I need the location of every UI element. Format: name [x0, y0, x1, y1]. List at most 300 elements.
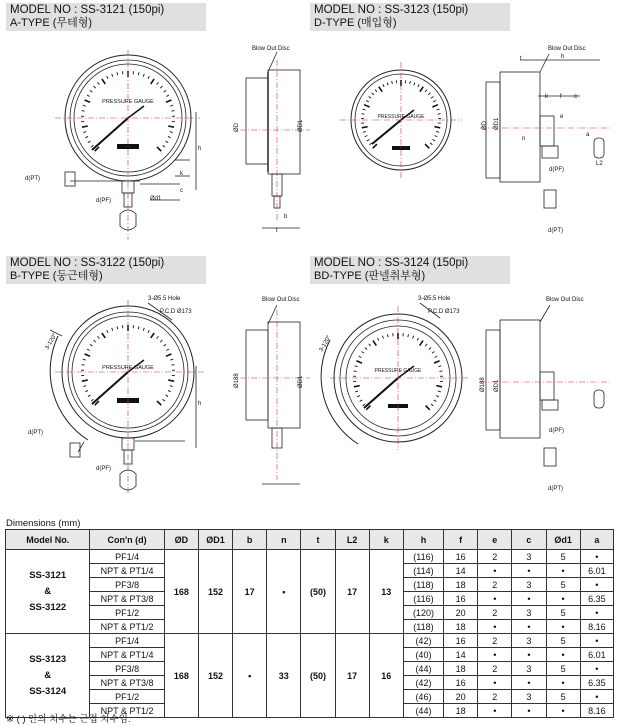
cell-d1: 5 — [546, 578, 580, 592]
dial-tick — [375, 90, 377, 92]
cell-h: (46) — [403, 690, 443, 704]
col-header: ØD1 — [198, 530, 232, 550]
cell-e: • — [478, 648, 512, 662]
dial-tick — [438, 366, 441, 367]
dial-tick — [143, 74, 144, 77]
dial-tick — [357, 396, 360, 397]
cell-d1: • — [546, 620, 580, 634]
cell-d1: • — [546, 676, 580, 690]
dial-tick — [138, 72, 139, 75]
cell-c: 3 — [512, 634, 546, 648]
dim-e: e — [560, 114, 564, 120]
dial-tick — [367, 139, 370, 141]
cell-c: • — [512, 620, 546, 634]
dial-tick — [88, 141, 91, 143]
dial-tick — [418, 84, 419, 87]
col-header: t — [301, 530, 335, 550]
dial-tick — [143, 328, 144, 331]
dial-tick — [160, 86, 162, 88]
cell-b: 17 — [233, 550, 267, 634]
dial-tick — [435, 356, 438, 357]
cell-c: • — [512, 704, 546, 718]
col-header: Model No. — [6, 530, 90, 550]
cell-d1: • — [546, 592, 580, 606]
dial-tick — [148, 76, 149, 79]
dial-tick — [417, 338, 418, 341]
cell-conn: PF3/8 — [90, 578, 164, 592]
dial-tick — [88, 395, 91, 397]
dial-tick — [151, 333, 154, 338]
dim-od1: ØD1 — [494, 379, 500, 392]
gauge-side-d — [480, 54, 612, 208]
dial-tick — [373, 341, 376, 346]
cell-f: 16 — [444, 550, 478, 564]
dial-tick — [355, 366, 358, 367]
label-d-pt: d(PT) — [548, 486, 563, 492]
cell-conn: PF1/4 — [90, 550, 164, 564]
dial-tick — [373, 144, 377, 148]
label-d-pt: d(PT) — [548, 228, 563, 234]
cell-L2: 17 — [335, 634, 369, 718]
dial-tick — [431, 96, 433, 98]
dim-k: k — [180, 171, 183, 177]
label-pcd: P.C.D Ø173 — [160, 309, 192, 315]
cell-k: 16 — [369, 634, 403, 718]
model-type: BD-TYPE (판넬취부형) — [314, 270, 426, 282]
cell-d1: 5 — [546, 662, 580, 676]
table-row — [6, 550, 614, 564]
cell-h: (118) — [403, 620, 443, 634]
cell-e: • — [478, 592, 512, 606]
dial-tick — [410, 81, 411, 84]
gauge-front-a — [55, 50, 200, 240]
model-name: MODEL NO : SS-3124 (150pi) — [314, 257, 469, 269]
dim-t: t — [276, 228, 278, 234]
gauge-face-text: PRESSURE GAUGE — [374, 368, 422, 374]
cell-e: • — [478, 620, 512, 634]
dial-tick — [354, 386, 360, 387]
gauge-side-b — [240, 305, 310, 484]
cell-e: 2 — [478, 578, 512, 592]
dial-tick — [157, 82, 159, 84]
cell-f: 18 — [444, 620, 478, 634]
dial-tick — [117, 326, 118, 329]
cell-conn: NPT & PT1/2 — [90, 704, 164, 718]
cell-f: 20 — [444, 690, 478, 704]
dial-tick — [82, 380, 88, 381]
gauge-front-bd — [318, 303, 470, 450]
dial-tick — [434, 361, 440, 363]
dial-tick — [420, 87, 423, 92]
dial-tick — [87, 95, 90, 96]
dial-tick — [379, 87, 382, 92]
dial-tick — [166, 395, 169, 397]
table-header-row — [6, 530, 614, 550]
dial-tick — [83, 132, 86, 133]
col-header: h — [403, 530, 443, 550]
dial-tick — [82, 126, 88, 127]
dial-tick — [168, 136, 171, 137]
dial-tick — [97, 82, 99, 84]
cell-conn: NPT & PT1/4 — [90, 564, 164, 578]
cell-d1: 5 — [546, 634, 580, 648]
label-d-pt: d(PT) — [28, 430, 43, 436]
dial-tick — [91, 145, 93, 147]
dial-tick — [408, 334, 409, 337]
dial-tick — [160, 340, 162, 342]
dial-tick — [433, 139, 436, 141]
cell-e: 2 — [478, 606, 512, 620]
dim-h: h — [561, 54, 565, 60]
cell-n: 33 — [267, 634, 301, 718]
dim-d1: Ød1 — [150, 196, 162, 202]
col-header: b — [233, 530, 267, 550]
dial-tick — [138, 326, 139, 329]
cell-d1: • — [546, 564, 580, 578]
cell-h: (44) — [403, 704, 443, 718]
model-name: MODEL NO : SS-3123 (150pi) — [314, 4, 469, 16]
dial-tick — [387, 82, 388, 85]
cell-a: 8.16 — [580, 704, 613, 718]
label-d-pf: d(PF) — [549, 428, 564, 434]
dial-tick — [365, 347, 367, 349]
dial-tick — [85, 100, 91, 102]
cell-a: 6.35 — [580, 592, 613, 606]
cell-conn: PF1/2 — [90, 690, 164, 704]
dial-tick — [387, 334, 388, 337]
cell-f: 16 — [444, 676, 478, 690]
cell-e: 2 — [478, 550, 512, 564]
model-name: MODEL NO : SS-3121 (150pi) — [10, 4, 165, 16]
col-header: Ød1 — [546, 530, 580, 550]
cell-a: • — [580, 634, 613, 648]
dial-tick — [392, 81, 393, 84]
dial-tick — [428, 93, 430, 95]
dimensions-table — [5, 529, 614, 718]
dial-tick — [107, 330, 108, 333]
cell-n: • — [267, 550, 301, 634]
cell-d1: • — [546, 648, 580, 662]
label-d-pf: d(PF) — [549, 167, 564, 173]
cell-c: • — [512, 648, 546, 662]
dial-tick — [102, 333, 105, 338]
dial-tick — [425, 90, 427, 92]
cell-h: (44) — [403, 662, 443, 676]
label-pcd: P.C.D Ø173 — [428, 309, 460, 315]
dial-tick — [166, 95, 169, 96]
dial-tick — [362, 352, 364, 354]
cell-a: 6.35 — [580, 676, 613, 690]
cell-conn: NPT & PT1/2 — [90, 620, 164, 634]
dial-tick — [437, 109, 440, 110]
dial-tick — [151, 79, 154, 84]
dial-tick — [112, 74, 113, 77]
model-group-cell — [6, 634, 90, 718]
dial-tick — [426, 406, 430, 410]
cell-a: • — [580, 550, 613, 564]
cell-h: (118) — [403, 578, 443, 592]
dial-tick — [425, 144, 429, 148]
dial-tick — [157, 401, 161, 405]
dial-tick — [436, 386, 442, 387]
dial-tick — [170, 105, 173, 106]
label-angle: 3-120° — [318, 334, 333, 353]
dial-tick — [413, 336, 414, 339]
dial-tick — [163, 399, 165, 401]
cell-conn: PF1/2 — [90, 606, 164, 620]
col-header: f — [444, 530, 478, 550]
cell-e: 2 — [478, 634, 512, 648]
model-name: MODEL NO : SS-3122 (150pi) — [10, 257, 165, 269]
dim-l2: L2 — [596, 161, 603, 167]
dial-tick — [97, 336, 99, 338]
cell-d1: • — [546, 704, 580, 718]
cell-f: 18 — [444, 662, 478, 676]
dial-tick — [432, 352, 434, 354]
dial-tick — [87, 349, 90, 350]
dial-tick — [356, 361, 362, 363]
dial-tick — [112, 328, 113, 331]
gauge-front-b — [50, 300, 205, 495]
cell-d1: 5 — [546, 606, 580, 620]
dim-c: c — [574, 94, 577, 100]
dial-tick — [163, 145, 165, 147]
dial-tick — [359, 356, 362, 357]
dial-tick — [90, 90, 92, 92]
dim-od188: Ø188 — [234, 373, 240, 388]
col-header: c — [512, 530, 546, 550]
cell-h: (40) — [403, 648, 443, 662]
label-blow-out: Blow Out Disc — [546, 297, 584, 303]
dial-tick — [170, 386, 173, 387]
cell-f: 14 — [444, 564, 478, 578]
label-blow-out: Blow Out Disc — [548, 46, 586, 52]
table-footnote: ※ ( ) 안의 치수는 근접 치수임. — [6, 714, 131, 725]
dial-tick — [170, 132, 173, 133]
dial-tick — [363, 404, 365, 406]
dim-od: ØD — [482, 121, 488, 130]
cell-conn: PF1/4 — [90, 634, 164, 648]
dial-tick — [438, 391, 441, 392]
gauge-side-a — [240, 52, 310, 228]
dial-tick — [362, 127, 368, 128]
dial-tick — [166, 349, 169, 350]
cell-h: (42) — [403, 676, 443, 690]
dial-tick — [166, 100, 172, 102]
dial-tick — [164, 90, 166, 92]
dial-tick — [430, 143, 432, 145]
dial-tick — [355, 391, 358, 392]
cell-D1: 152 — [198, 550, 232, 634]
dial-tick — [433, 100, 436, 101]
dim-f: f — [560, 94, 562, 100]
dial-tick — [434, 127, 440, 128]
dim-h: h — [198, 146, 202, 152]
dial-tick — [83, 386, 86, 387]
cell-c: 3 — [512, 550, 546, 564]
dial-tick — [157, 336, 159, 338]
dial-tick — [432, 105, 438, 107]
model-amp: & — [44, 585, 52, 597]
cell-f: 18 — [444, 704, 478, 718]
cell-L2: 17 — [335, 550, 369, 634]
dial-tick — [369, 344, 371, 346]
dial-tick — [91, 399, 93, 401]
cell-d1: 5 — [546, 550, 580, 564]
dim-a: a — [586, 132, 590, 138]
col-header: a — [580, 530, 613, 550]
cell-h: (116) — [403, 592, 443, 606]
dial-tick — [364, 105, 370, 107]
cell-a: • — [580, 606, 613, 620]
dim-od: ØD — [234, 123, 240, 132]
cell-a: 6.01 — [580, 564, 613, 578]
dial-tick — [434, 400, 437, 402]
cell-c: • — [512, 676, 546, 690]
cell-conn: PF3/8 — [90, 662, 164, 676]
table-row — [6, 634, 614, 648]
cell-k: 13 — [369, 550, 403, 634]
cell-conn: NPT & PT1/4 — [90, 648, 164, 662]
col-header: k — [369, 530, 403, 550]
dial-tick — [83, 359, 86, 360]
gauge-front-d — [340, 62, 462, 178]
label-hole: 3-Ø5.5 Hole — [418, 296, 451, 302]
dial-tick — [378, 338, 379, 341]
cell-a: 8.16 — [580, 620, 613, 634]
label-d-pf: d(PF) — [96, 198, 111, 204]
dim-od188: Ø188 — [480, 377, 486, 392]
dial-tick — [93, 86, 95, 88]
cell-h: (116) — [403, 550, 443, 564]
cell-e: 2 — [478, 662, 512, 676]
cell-t: (50) — [301, 634, 335, 718]
cell-c: • — [512, 592, 546, 606]
dial-tick — [369, 96, 371, 98]
dial-tick — [420, 341, 423, 346]
cell-c: 3 — [512, 578, 546, 592]
dial-tick — [372, 93, 374, 95]
cell-a: • — [580, 578, 613, 592]
model-b: SS-3124 — [29, 685, 67, 697]
dial-tick — [90, 344, 92, 346]
dim-t: t — [520, 56, 522, 62]
dial-tick — [83, 105, 86, 106]
cell-a: • — [580, 690, 613, 704]
dim-od1: ØD1 — [494, 117, 500, 130]
model-a: SS-3123 — [29, 653, 67, 665]
dial-tick — [168, 390, 171, 391]
cell-c: 3 — [512, 662, 546, 676]
dial-tick — [93, 340, 95, 342]
cell-b: • — [233, 634, 267, 718]
dim-k: k — [545, 94, 548, 100]
model-a: SS-3121 — [29, 569, 67, 581]
dial-tick — [365, 135, 368, 136]
label-d-pf: d(PF) — [96, 466, 111, 472]
dim-h: h — [198, 401, 202, 407]
cell-D: 168 — [164, 550, 198, 634]
dial-tick — [363, 131, 366, 132]
dial-tick — [431, 404, 433, 406]
cell-f: 16 — [444, 634, 478, 648]
model-amp: & — [44, 669, 52, 681]
dial-tick — [168, 126, 174, 127]
label-blow-out: Blow Out Disc — [262, 297, 300, 303]
col-header: e — [478, 530, 512, 550]
dial-tick — [157, 147, 161, 151]
dial-tick — [363, 109, 366, 110]
dial-tick — [85, 354, 91, 356]
cell-e: 2 — [478, 690, 512, 704]
cell-e: • — [478, 704, 512, 718]
dial-tick — [170, 359, 173, 360]
dial-tick — [148, 330, 149, 333]
cell-f: 16 — [444, 592, 478, 606]
table-caption: Dimensions (mm) — [6, 518, 81, 529]
cell-t: (50) — [301, 550, 335, 634]
cell-f: 20 — [444, 606, 478, 620]
col-header: n — [267, 530, 301, 550]
dial-tick — [383, 84, 384, 87]
dial-tick — [436, 131, 439, 132]
cell-e: • — [478, 676, 512, 690]
cell-D: 168 — [164, 634, 198, 718]
model-type: D-TYPE (매입형) — [314, 17, 397, 29]
dial-tick — [360, 400, 363, 402]
cell-d1: 5 — [546, 690, 580, 704]
cell-c: 3 — [512, 690, 546, 704]
label-blow-out: Blow Out Disc — [252, 46, 290, 52]
dial-tick — [164, 344, 166, 346]
dial-tick — [166, 354, 172, 356]
model-group-cell — [6, 550, 90, 634]
label-angle: 3-120° — [44, 332, 59, 351]
model-type: B-TYPE (둥근테형) — [10, 270, 103, 282]
dial-tick — [436, 396, 439, 397]
dial-tick — [414, 82, 415, 85]
dial-tick — [107, 76, 108, 79]
dim-od1: ØD1 — [298, 375, 304, 388]
cell-f: 18 — [444, 578, 478, 592]
cell-a: • — [580, 662, 613, 676]
dim-c: c — [180, 188, 183, 194]
cell-h: (120) — [403, 606, 443, 620]
dial-tick — [425, 344, 427, 346]
cell-D1: 152 — [198, 634, 232, 718]
dial-tick — [85, 136, 88, 137]
dial-tick — [366, 100, 369, 101]
col-header: ØD — [164, 530, 198, 550]
dim-b: b — [284, 214, 288, 220]
cell-conn: NPT & PT3/8 — [90, 592, 164, 606]
cell-c: • — [512, 564, 546, 578]
dim-od1: ØD1 — [298, 119, 304, 132]
dial-tick — [102, 79, 105, 84]
cell-a: 6.01 — [580, 648, 613, 662]
dial-tick — [117, 72, 118, 75]
dial-tick — [429, 347, 431, 349]
dial-tick — [435, 135, 438, 136]
cell-c: 3 — [512, 606, 546, 620]
gauge-face-text: PRESSURE GAUGE — [102, 365, 154, 371]
model-type: A-TYPE (무테형) — [10, 17, 92, 29]
gauge-face-text: PRESSURE GAUGE — [102, 99, 154, 105]
dial-tick — [168, 380, 174, 381]
dial-tick — [382, 336, 383, 339]
dial-tick — [166, 141, 169, 143]
col-header: Con'n (d) — [90, 530, 164, 550]
